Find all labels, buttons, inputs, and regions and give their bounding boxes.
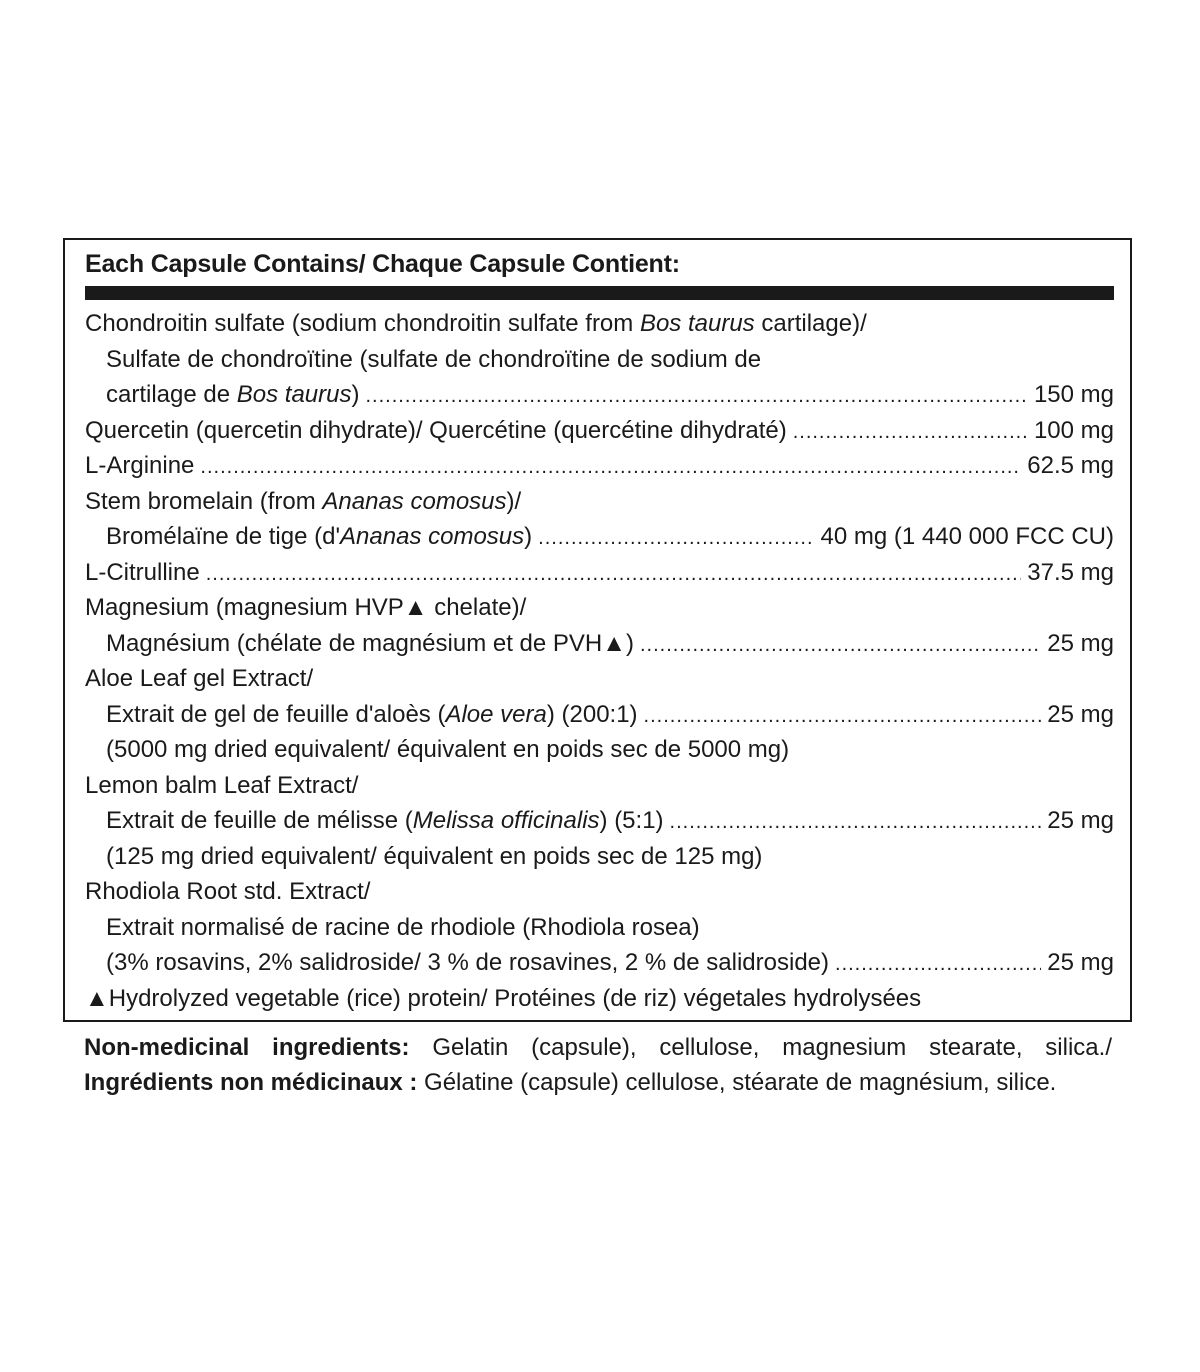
ingredient-line bbox=[85, 342, 1114, 378]
ingredient-text-part: ) (200:1) bbox=[546, 700, 638, 728]
ingredient-text-part: Chondroitin sulfate (sodium chondroitin sulfate from bbox=[85, 310, 640, 337]
dot-leader bbox=[644, 699, 1042, 733]
ingredient-text-part: Sulfate de chondroïtine (sulfate de chondroïtine de sodium de bbox=[106, 345, 762, 373]
ingredient-line bbox=[85, 945, 1114, 981]
ingredient-amount: 37.5 mg bbox=[1027, 558, 1114, 586]
latin-name: Melissa officinalis bbox=[412, 807, 600, 834]
ingredient-text bbox=[85, 661, 313, 697]
ingredient-text-part: Extrait de feuille de mélisse ( bbox=[106, 807, 413, 834]
dot-leader bbox=[538, 521, 814, 555]
ingredient-text bbox=[106, 342, 761, 378]
ingredient-line bbox=[85, 661, 1114, 697]
dot-leader bbox=[200, 450, 1021, 484]
ingredient-line bbox=[85, 768, 1114, 804]
ingredient-text-part: L-Citrulline bbox=[85, 558, 200, 586]
dot-leader bbox=[793, 415, 1028, 449]
ingredient-text-part: L-Arginine bbox=[85, 452, 195, 479]
non-medicinal-text-en: Gelatin (capsule), cellulose, magnesium stearate, silica./ bbox=[409, 1034, 1112, 1061]
ingredient-text bbox=[106, 519, 532, 555]
ingredient-text-part: (125 mg dried equivalent/ équivalent en poids sec de 125 mg) bbox=[106, 842, 763, 870]
ingredient-line bbox=[85, 519, 1114, 555]
ingredient-line bbox=[85, 910, 1114, 946]
ingredient-text-part: Extrait de gel de feuille d'aloès ( bbox=[106, 700, 446, 728]
ingredient-line bbox=[85, 839, 1114, 875]
ingredient-text-part: cartilage de bbox=[106, 381, 237, 408]
ingredient-line bbox=[85, 306, 1114, 342]
ingredient-text bbox=[106, 803, 664, 839]
ingredient-text-part: (5000 mg dried equivalent/ équivalent en poids sec de 5000 mg) bbox=[106, 736, 790, 763]
ingredient-text-part: Magnesium (magnesium HVP▲ chelate)/ bbox=[85, 594, 527, 621]
ingredient-line bbox=[85, 590, 1114, 626]
non-medicinal-ingredients bbox=[84, 1030, 1112, 1100]
ingredient-text-part: ) (5:1) bbox=[599, 807, 664, 834]
ingredient-line bbox=[85, 981, 1114, 1017]
ingredient-text-part: )/ bbox=[506, 487, 522, 515]
ingredient-amount: 100 mg bbox=[1033, 416, 1114, 444]
ingredient-text bbox=[85, 448, 194, 484]
ingredient-line bbox=[85, 377, 1114, 413]
ingredient-text-part: Bromélaïne de tige (d' bbox=[106, 523, 341, 550]
ingredient-text-part: Lemon balm Leaf Extract/ bbox=[85, 771, 359, 799]
ingredient-amount: 62.5 mg bbox=[1027, 452, 1114, 479]
ingredient-text-part: ▲Hydrolyzed vegetable (rice) protein/ Protéines (de riz) végetales hydrolysées bbox=[85, 984, 922, 1012]
ingredient-text bbox=[106, 945, 829, 981]
title-divider bbox=[85, 286, 1114, 300]
ingredient-text bbox=[85, 413, 787, 449]
ingredient-text bbox=[85, 555, 200, 591]
dot-leader bbox=[670, 805, 1042, 839]
ingredient-text bbox=[85, 768, 358, 804]
non-medicinal-label-fr: Ingrédients non médicinaux : bbox=[84, 1069, 418, 1096]
ingredients-panel bbox=[63, 238, 1132, 1022]
dot-leader bbox=[365, 379, 1027, 413]
non-medicinal-label-en: Non-medicinal ingredients: bbox=[84, 1034, 410, 1061]
ingredient-amount: 25 mg bbox=[1047, 807, 1114, 834]
ingredient-text bbox=[106, 732, 789, 768]
latin-name: Ananas comosus bbox=[340, 523, 525, 550]
latin-name: Ananas comosus bbox=[322, 487, 507, 515]
latin-name: Bos taurus bbox=[236, 381, 352, 408]
ingredient-text bbox=[106, 697, 638, 733]
ingredient-text-part: (3% rosavins, 2% salidroside/ 3 % de rosavines, 2 % de salidroside) bbox=[106, 949, 830, 976]
ingredient-text bbox=[106, 377, 359, 413]
ingredient-amount: 25 mg bbox=[1047, 949, 1114, 976]
non-medicinal-text-fr: Gélatine (capsule) cellulose, stéarate de magnésium, silice. bbox=[417, 1069, 1057, 1096]
ingredient-text bbox=[106, 626, 634, 662]
ingredient-text-part: Rhodiola Root std. Extract/ bbox=[85, 878, 371, 905]
ingredient-amount: 25 mg bbox=[1047, 629, 1114, 657]
ingredient-text bbox=[85, 981, 921, 1017]
ingredient-line bbox=[85, 626, 1114, 662]
ingredient-text bbox=[85, 590, 526, 626]
ingredient-line bbox=[85, 697, 1114, 733]
ingredient-text bbox=[106, 910, 700, 946]
dot-leader bbox=[835, 947, 1041, 981]
ingredient-amount: 25 mg bbox=[1047, 700, 1114, 728]
ingredient-amount: 40 mg (1 440 000 FCC CU) bbox=[820, 523, 1114, 550]
ingredient-text bbox=[85, 874, 370, 910]
ingredient-line bbox=[85, 413, 1114, 449]
ingredient-line bbox=[85, 732, 1114, 768]
ingredient-line bbox=[85, 803, 1114, 839]
ingredient-list bbox=[85, 306, 1114, 1016]
dot-leader bbox=[640, 628, 1041, 662]
ingredient-text-part: Extrait normalisé de racine de rhodiole (Rhodiola rosea) bbox=[106, 913, 700, 941]
ingredient-text-part: Stem bromelain (from bbox=[85, 487, 323, 515]
ingredient-text bbox=[85, 484, 521, 520]
ingredient-line bbox=[85, 484, 1114, 520]
ingredient-text-part: cartilage)/ bbox=[754, 310, 867, 337]
ingredient-text-part: ) bbox=[351, 381, 360, 408]
dot-leader bbox=[206, 557, 1022, 591]
ingredient-line bbox=[85, 448, 1114, 484]
ingredient-text-part: ) bbox=[524, 523, 533, 550]
ingredient-text-part: Magnésium (chélate de magnésium et de PVH▲) bbox=[106, 629, 634, 657]
ingredient-amount: 150 mg bbox=[1033, 381, 1114, 408]
latin-name: Bos taurus bbox=[639, 310, 755, 337]
ingredient-text-part: Aloe Leaf gel Extract/ bbox=[85, 665, 314, 692]
ingredient-text bbox=[106, 839, 762, 875]
ingredient-line bbox=[85, 555, 1114, 591]
ingredient-text bbox=[85, 306, 867, 342]
ingredient-line bbox=[85, 874, 1114, 910]
latin-name: Aloe vera bbox=[445, 700, 547, 728]
panel-title: Each Capsule Contains/ Chaque Capsule Contient: bbox=[85, 250, 680, 278]
ingredient-text-part: Quercetin (quercetin dihydrate)/ Quercétine (quercétine dihydraté) bbox=[85, 416, 787, 444]
